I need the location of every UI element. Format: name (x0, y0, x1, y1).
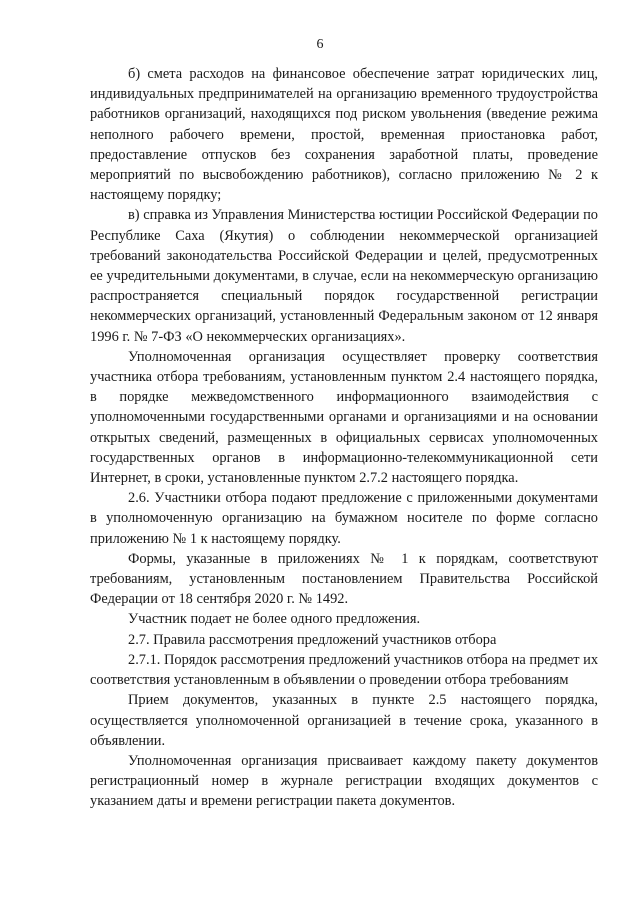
paragraph-2-7-1: 2.7.1. Порядок рассмотрения предложений участников отбора на предмет их соответствия установленным в объявлении о проведении отбора требованиям (90, 651, 599, 689)
paragraph-estimate: б) смета расходов на финансовое обеспечение затрат юридических лиц, индивидуальных предпринимателей на организацию временного трудоустройства работников организаций, находящихся под риском увольнения (введение режима неполного рабочего времени, простой, временная приостановка работ, предоставление отпусков без сохранения заработной платы, проведение мероприятий по высвобождению работников), согласно приложению № 2 к настоящему порядку; (90, 66, 598, 204)
paragraph-registration: Уполномоченная организация присваивает каждому пакету документов регистрационный номер в журнале регистрации входящих документов с указанием даты и времени регистрации пакета документов. (90, 752, 598, 810)
page-number: 6 (316, 37, 324, 52)
paragraph-verification: Уполномоченная организация осуществляет проверку соответствия участника отбора требованиям, установленным пунктом 2.4 настоящего порядка, в порядке межведомственного информационного взаимодействия с уполномоченными государственными органами и организациями и на основании открытых сведений, размещенных в официальных сервисах уполномоченных государственных органов в информационно-телекоммуникационной сети Интернет, в сроки, установленные пунктом 2.7.2 настоящего порядка. (90, 348, 598, 487)
document-body (90, 64, 598, 812)
section-heading-2-7: 2.7. Правила рассмотрения предложений участников отбора (128, 631, 497, 648)
paragraph-document-intake: Прием документов, указанных в пункте 2.5 настоящего порядка, осуществляется уполномоченной организацией в течение срока, указанного в объявлении. (90, 692, 598, 749)
paragraph-justice-certificate: в) справка из Управления Министерства юстиции Российской Федерации по Республике Саха (Якутия) о соблюдении некоммерческой организацией требований законодательства Российской Федерации и целей, предусмотренных ее учредительными документами, в случае, если на некоммерческую организацию распространяется специальный порядок государственной регистрации некоммерческих организаций, установленный Федеральным законом от 12 января 1996 г. № 7-ФЗ «О некоммерческих организациях». (90, 207, 598, 345)
paragraph-forms: Формы, указанные в приложениях № 1 к порядкам, соответствуют требованиям, установленным постановлением Правительства Российской Федерации от 18 сентября 2020 г. № 1492. (90, 550, 598, 608)
paragraph-2-6: 2.6. Участники отбора подают предложение с приложенными документами в уполномоченную организацию на бумажном носителе по форме согласно приложению № 1 к настоящему порядку. (90, 490, 598, 547)
paragraph-single-proposal: Участник подает не более одного предложения. (128, 611, 421, 628)
